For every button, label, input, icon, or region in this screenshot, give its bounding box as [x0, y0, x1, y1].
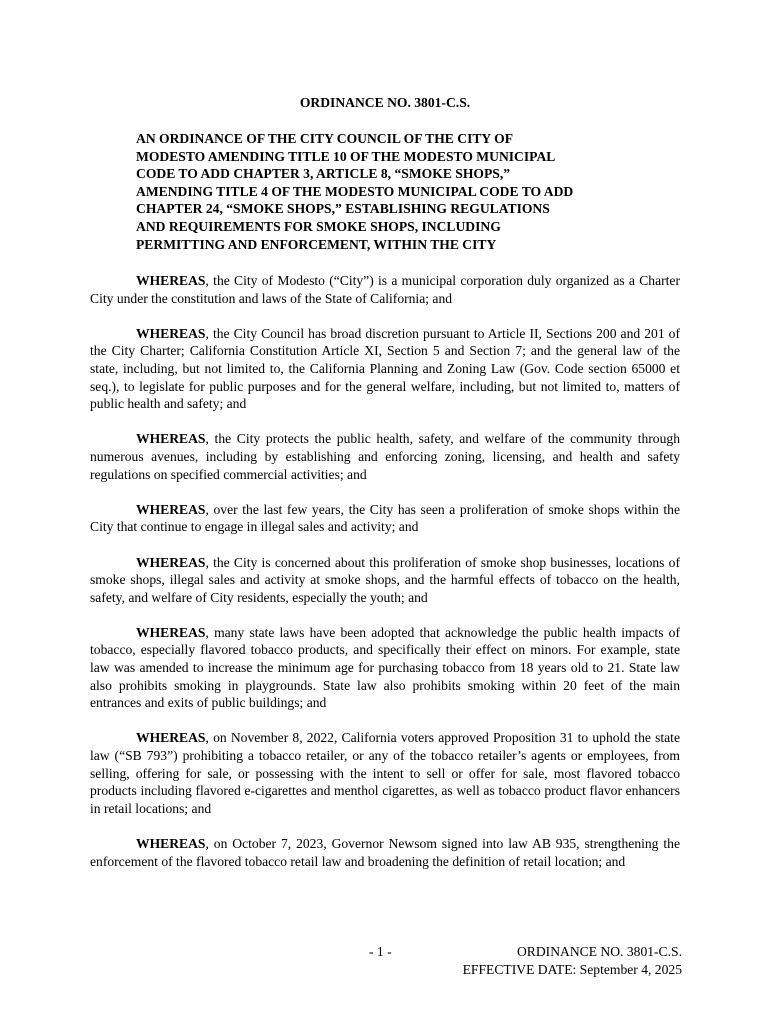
ordinance-body [90, 272, 680, 888]
footer-ordinance-number: ORDINANCE NO. 3801-C.S. [516, 944, 682, 959]
paragraph-text: , on November 8, 2022, California voters approved Proposition 31 to uphold the state law (“SB 793”) prohibiting a tobacco retailer, or any of the tobacco retailer’s agents or employees, from selling, offering for sale, or possessing with the intent to sell or offer for sale, most flavored tobacco products including flavored e-cigarettes and menthol cigarettes, as well as tobacco product flavor enhancers in retail locations; and [90, 730, 680, 816]
whereas-paragraph [90, 272, 680, 307]
paragraph-text: , the City is concerned about this proliferation of smoke shop businesses, locations of smoke shops, illegal sales and activity at smoke shops, and the harmful effects of tobacco on the health, safety, and welfare of City residents, especially the youth; and [90, 554, 680, 605]
footer-effective-date: EFFECTIVE DATE: September 4, 2025 [462, 961, 682, 977]
whereas-lead: WHEREAS [136, 730, 206, 746]
whereas-paragraph [90, 430, 680, 483]
whereas-lead: WHEREAS [136, 554, 206, 570]
page-number: - 1 - [369, 944, 392, 959]
whereas-lead: WHEREAS [136, 273, 206, 288]
paragraph-text: , the City protects the public health, safety, and welfare of the community through numerous avenues, including by establishing and enforcing zoning, licensing, and health and safety regulations on specified commercial activities; and [90, 431, 680, 482]
whereas-lead: WHEREAS [136, 501, 206, 517]
heading-line: AND REQUIREMENTS FOR SMOKE SHOPS, INCLUDING [136, 218, 501, 234]
heading-line: CODE TO ADD CHAPTER 3, ARTICLE 8, “SMOKE SHOPS,” [136, 166, 511, 182]
heading-line: AMENDING TITLE 4 OF THE MODESTO MUNICIPAL CODE TO ADD [136, 183, 574, 199]
heading-line: AN ORDINANCE OF THE CITY COUNCIL OF THE CITY OF [136, 131, 514, 146]
heading-line: CHAPTER 24, “SMOKE SHOPS,” ESTABLISHING REGULATIONS [136, 201, 550, 217]
whereas-paragraph [90, 729, 680, 817]
paragraph-text: , over the last few years, the City has seen a proliferation of smoke shops within the City that continue to engage in illegal sales and activity; and [90, 501, 680, 535]
whereas-paragraph [90, 554, 680, 607]
whereas-paragraph [90, 624, 680, 712]
ordinance-title: ORDINANCE NO. 3801-C.S. [299, 95, 471, 110]
heading-line: MODESTO AMENDING TITLE 10 OF THE MODESTO MUNICIPAL [136, 148, 556, 164]
whereas-paragraph [90, 501, 680, 536]
heading-line: PERMITTING AND ENFORCEMENT, WITHIN THE CITY [136, 236, 497, 252]
paragraph-text: , on October 7, 2023, Governor Newsom signed into law AB 935, strengthening the enforcement of the flavored tobacco retail law and broadening the definition of retail location; and [90, 836, 680, 869]
whereas-lead: WHEREAS [136, 624, 206, 640]
paragraph-text: , many state laws have been adopted that acknowledge the public health impacts of tobacco, especially flavored tobacco products, and specifically their effect on minors. For example, state law was amended to increase the minimum age for purchasing tobacco from 18 years old to 21. State law also prohibits smoking in playgrounds. State law also prohibits smoking within 20 feet of the main entrances and exits of public buildings; and [90, 624, 680, 711]
paragraph-text: , the City Council has broad discretion pursuant to Article II, Sections 200 and 201 of the City Charter; California Constitution Article XI, Section 5 and Section 7; and the general law of the state, including, but not limited to, the California Planning and Zoning Law (Gov. Code section 65000 et seq.), to legislate for public purposes and for the general welfare, including, but not limited to, matters of public health and safety; and [90, 325, 680, 412]
footer-info [420, 943, 682, 978]
whereas-paragraph [90, 835, 680, 870]
whereas-lead: WHEREAS [136, 431, 206, 447]
paragraph-text: , the City of Modesto (“City”) is a municipal corporation duly organized as a Charter City under the constitution and laws of the State of California; and [90, 273, 680, 306]
ordinance-heading [136, 130, 626, 253]
whereas-lead: WHEREAS [136, 836, 206, 851]
whereas-paragraph [90, 325, 680, 413]
whereas-lead: WHEREAS [136, 325, 206, 341]
